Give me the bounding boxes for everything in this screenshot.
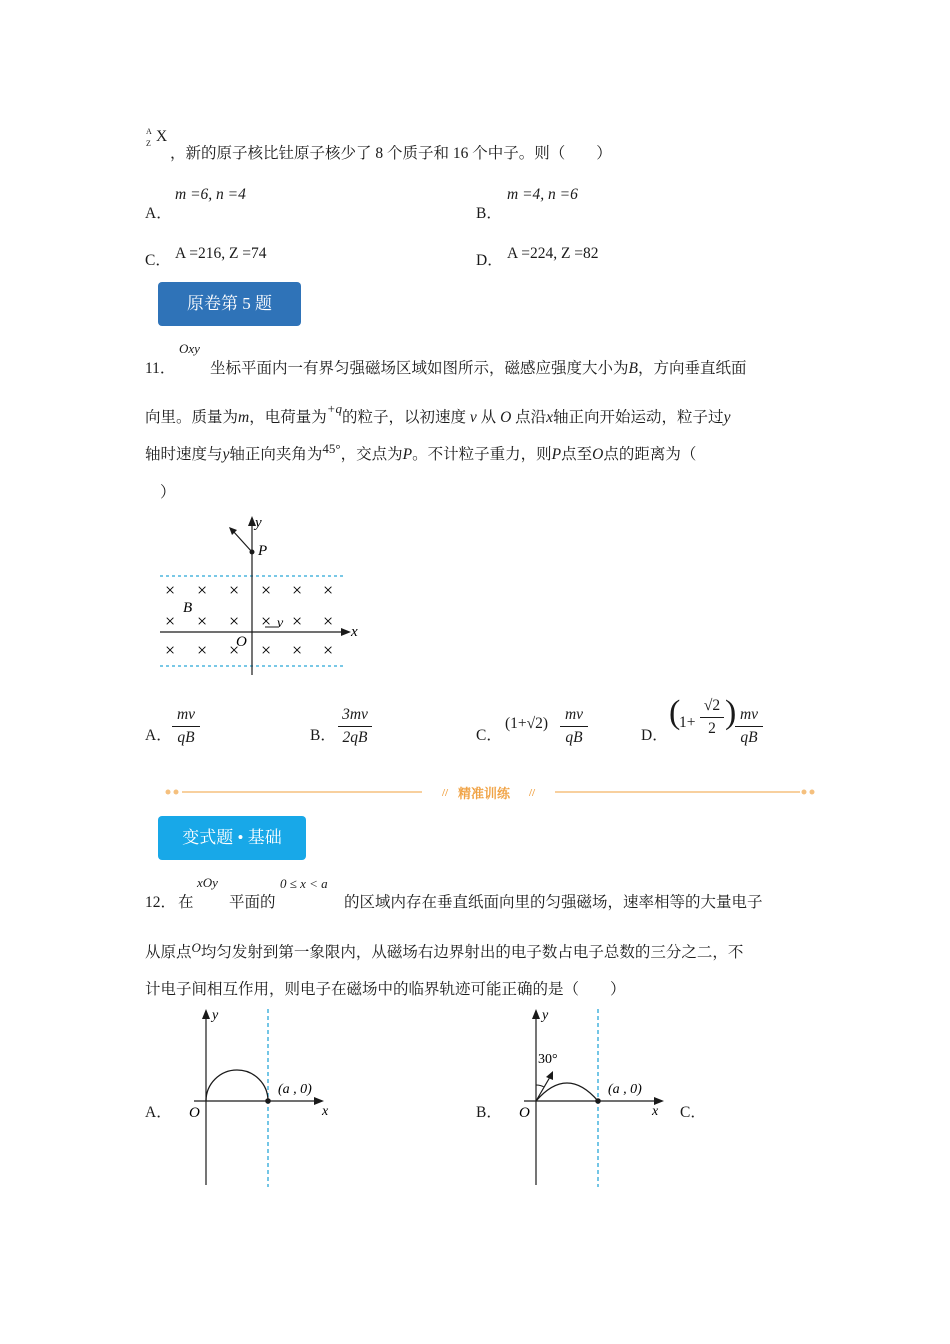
fig-b-label-y: y [542,1008,549,1023]
field-cross-2-5: × [323,640,334,660]
fig-b-angle-arc [536,1085,544,1087]
fig-b-point-marker [595,1098,601,1104]
divider-slash-left-icon: // [442,787,449,799]
velocity-at-p [233,531,252,552]
field-cross-0-4: × [292,580,303,600]
q12-option-c-label: C． [680,1104,706,1121]
q11-option-d-fraction: mv qB [735,705,763,748]
fig-label-o: O [236,634,247,650]
divider-title: 精准训练 [458,787,511,802]
field-cross-2-4: × [292,640,303,660]
q12-line2: 从原点$^O$均匀发射到第一象限内，从磁场右边界射出的电子数占电子总数的三分之二，不 [145,940,744,961]
q11-magnetic-field-figure [155,510,370,680]
fig-b-label-point: (a , 0) [608,1082,642,1097]
q10-option-c-label: C． [145,252,171,269]
fig-b-label-x: x [652,1104,659,1119]
q11-option-b-fraction: 3mv 2qB [338,705,372,748]
fig-label-v: v [277,616,284,631]
q11-oxy: Oxy [179,341,200,356]
divider-slash-right-icon: // [529,787,536,799]
q11-number: 11． [145,360,176,377]
fig-a-label-o: O [189,1105,200,1121]
field-cross-2-2: × [229,640,240,660]
q10-option-d-value: A =224, Z =82 [507,245,599,262]
field-cross-2-3: × [261,640,272,660]
q11-line2: 向里。质量为m，电荷量为$^{+q}$的粒子，以初速度 v 从 O 点沿x轴正向开始运动，粒子过y [145,401,731,426]
x-axis-arrow-icon [341,628,351,636]
fig-a-y-arrow-icon [202,1009,210,1019]
field-cross-0-2: × [229,580,240,600]
fig-b-velocity [536,1077,550,1101]
q12-inequality: 0 ≤ x < a [280,876,328,891]
q10-option-b-value: m =4, n =6 [507,186,578,203]
field-crosses [165,580,333,660]
q10-text: ，新的原子核比钍原子核少了 8 个质子和 16 个中子。则（ ） [170,145,612,162]
q12-line1-end: 的区域内存在垂直纸面向里的匀强磁场，速率相等的大量电子 [344,894,763,911]
fig-label-y: y [255,515,262,531]
q11-line4: ） [160,484,176,501]
variant-question-badge: 变式题 • 基础 [158,816,306,860]
field-cross-1-5: × [323,611,334,631]
q12-line3: 计电子间相互作用，则电子在磁场中的临界轨迹可能正确的是（ ） [145,981,626,998]
q11-line3: 轴时速度与y轴正向夹角为$^{45^\circ}$，交点为P。不计粒子重力，则P点至O点的距离为（ [145,441,697,463]
q12-option-b-label: B． [476,1104,502,1121]
q10-option-d-label: D． [476,252,503,269]
fig-b-label-o: O [519,1105,530,1121]
fig-a-point-marker [265,1098,271,1104]
q11-option-d-one: 1+ [679,714,696,731]
q12-option-a-label: A． [145,1104,172,1121]
fig-label-p: P [258,543,268,559]
q11-option-b-label: B． [310,727,336,744]
field-cross-0-0: × [165,580,176,600]
fig-a-label-point: (a , 0) [278,1082,312,1097]
field-cross-2-1: × [197,640,208,660]
nuclide-symbol: X [156,128,168,145]
q11-option-d-left-paren: ( [669,694,681,731]
q11-option-c-fraction: mv qB [560,705,588,748]
q12-number: 12． [145,894,177,911]
fig-a-label-x: x [322,1104,329,1119]
field-cross-0-5: × [323,580,334,600]
q11-option-a-fraction: mv qB [172,705,200,748]
q12-plane: 平面的 [229,894,276,911]
q11-option-d-inner-fraction: √2 2 [700,696,724,739]
q11-option-c-label: C． [476,727,502,744]
fig-label-x: x [351,624,358,640]
q10-option-a-label: A． [145,205,172,222]
field-cross-1-0: × [165,611,176,631]
q11-option-d-right-paren: ) [725,694,737,731]
field-cross-1-1: × [197,611,208,631]
original-question-badge: 原卷第 5 题 [158,282,301,326]
field-cross-2-0: × [165,640,176,660]
fig-label-b: B [183,600,193,616]
field-cross-1-3: × [261,611,272,631]
q10-option-b-label: B． [476,205,502,222]
fig-a-label-y: y [212,1008,219,1023]
q11-option-c-prefix: (1+√2) [505,715,549,732]
fig-b-y-arrow-icon [532,1009,540,1019]
q11-option-d-label: D． [641,727,668,744]
fig-b-label-angle: 30° [538,1052,558,1067]
q10-option-a-value: m =6, n =4 [175,186,246,203]
nuclide-atomic-number: Z [146,139,151,148]
q12-zai: 在 [178,894,194,911]
q12-figure-b [510,1005,675,1190]
q11-option-a-label: A． [145,727,172,744]
q12-xoy: xOy [197,875,218,890]
nuclide-mass-number: A [146,127,152,136]
field-cross-1-2: × [229,611,240,631]
field-cross-0-1: × [197,580,208,600]
q11-line1: 坐标平面内一有界匀强磁场区域如图所示，磁感应强度大小为B，方向垂直纸面 [210,360,747,377]
q12-figure-a [180,1005,340,1190]
fig-a-trajectory [206,1070,268,1101]
field-cross-1-4: × [292,611,303,631]
field-cross-0-3: × [261,580,272,600]
q10-option-c-value: A =216, Z =74 [175,245,267,262]
